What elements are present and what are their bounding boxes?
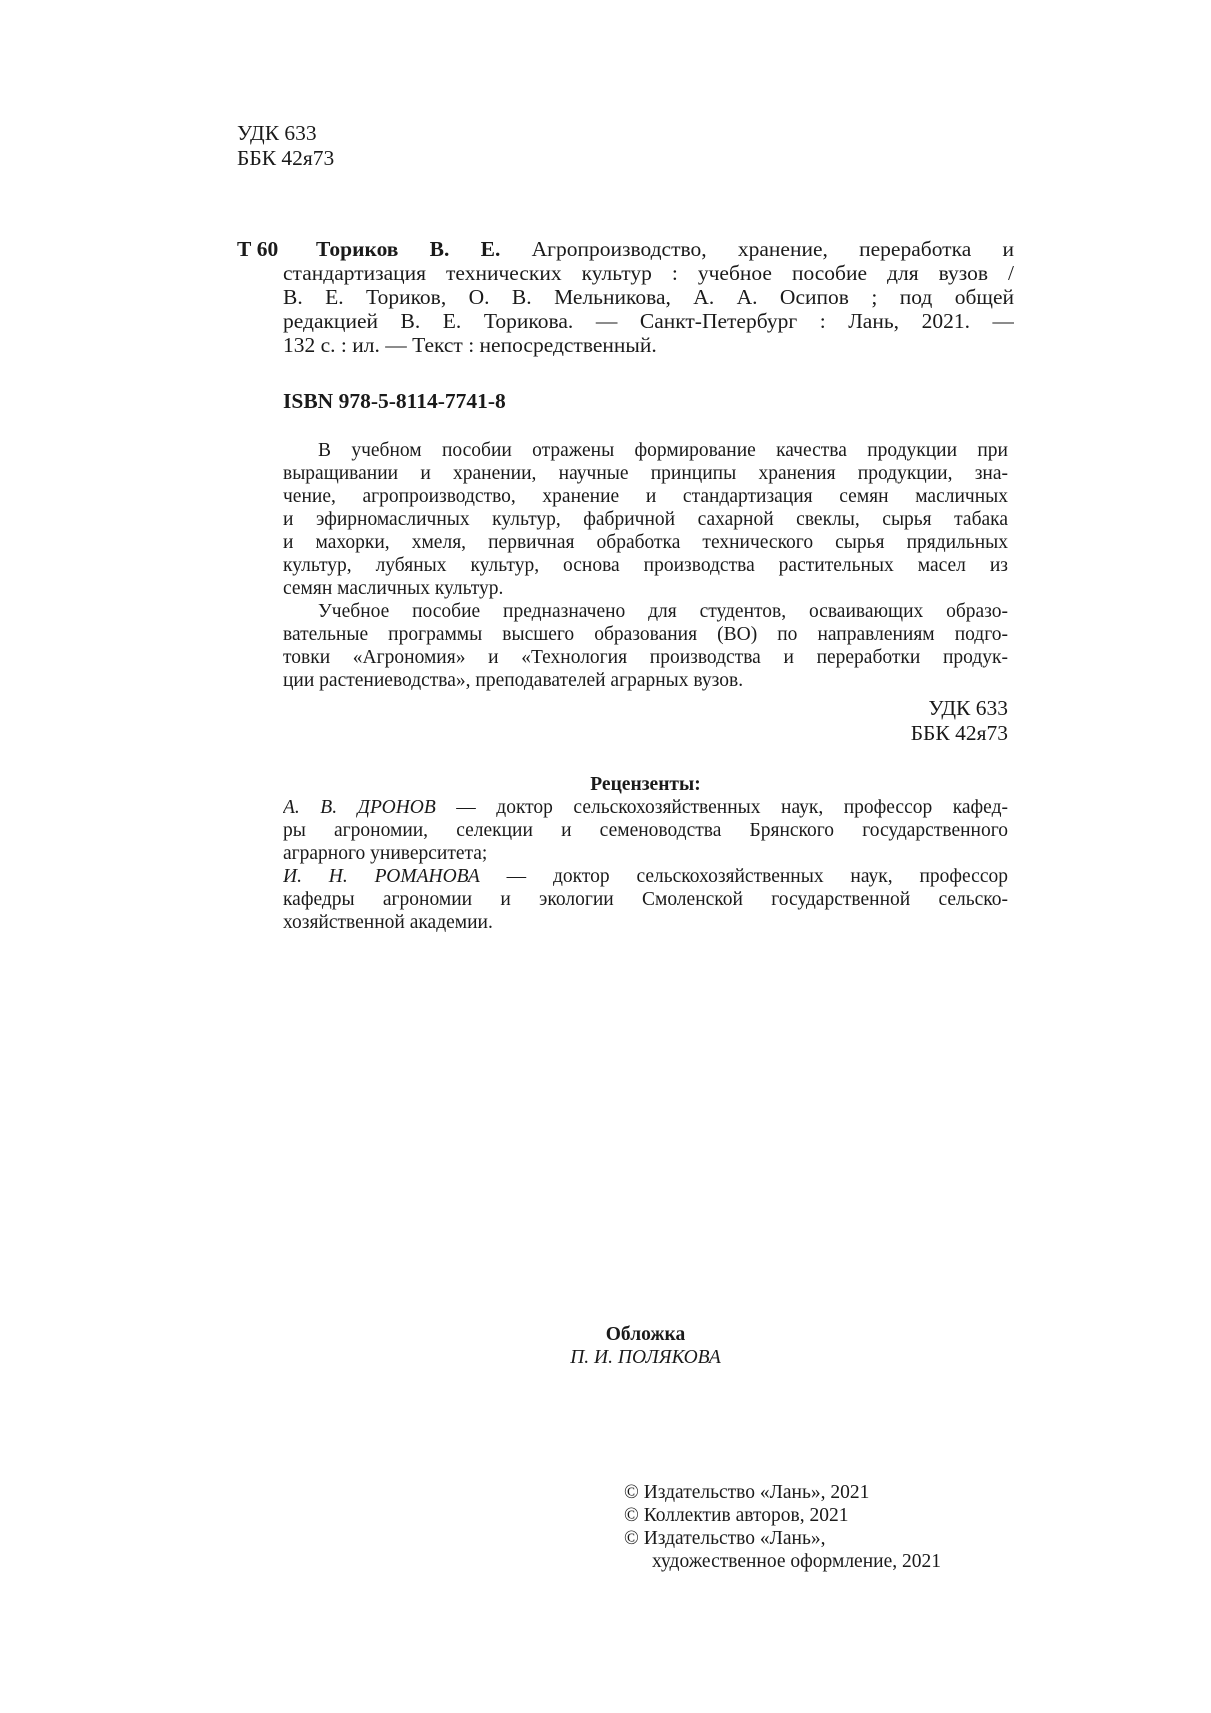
bbk-bottom: ББК 42я73 <box>910 721 1008 745</box>
udk-bottom: УДК 633 <box>928 696 1008 720</box>
reviewer-2-desc-start: — доктор сельскохозяйственных наук, профессор <box>506 866 1008 887</box>
bbk-top: ББК 42я73 <box>237 146 335 170</box>
annotation-p1-line-5: и махорки, хмеля, первичная обработка технического сырья прядильных <box>283 532 1008 553</box>
udk-top: УДК 633 <box>237 121 317 145</box>
reviewer-2-line-1 <box>283 865 1008 888</box>
record-line-2: стандартизация технических культур : учебное пособие для вузов / <box>283 261 1014 285</box>
cover-heading: Обложка <box>605 1324 686 1345</box>
annotation-p1-line-3: чение, агропроизводство, хранение и стандартизация семян масличных <box>283 486 1008 507</box>
reviewer-1-line-1 <box>283 796 1008 819</box>
isbn: ISBN 978-5-8114-7741-8 <box>283 389 506 413</box>
annotation-p1-line-6: культур, лубяных культур, основа производства растительных масел из <box>283 555 1008 576</box>
reviewer-2-line-3: хозяйственной академии. <box>283 912 493 933</box>
reviewer-1-desc-start: — доктор сельскохозяйственных наук, профессор кафед- <box>456 797 1008 818</box>
copyright-line-4: художественное оформление, 2021 <box>652 1551 941 1572</box>
record-code: Т 60 <box>237 237 279 261</box>
copyright-line-2: © Коллектив авторов, 2021 <box>624 1505 849 1526</box>
annotation-p1-line-4: и эфирномасличных культур, фабричной сахарной свеклы, сырья табака <box>283 509 1008 530</box>
annotation-p2-line-4: ции растениеводства», преподавателей аграрных вузов. <box>283 670 744 691</box>
reviewer-1-line-3: аграрного университета; <box>283 843 488 864</box>
reviewer-2-line-2: кафедры агрономии и экологии Смоленской государственной сельско- <box>283 889 1008 910</box>
record-line-4: редакцией В. Е. Торикова. — Санкт-Петербург : Лань, 2021. — <box>283 309 1014 333</box>
annotation-p1-line-1: В учебном пособии отражены формирование качества продукции при <box>318 440 1008 461</box>
copyright-line-1: © Издательство «Лань», 2021 <box>624 1482 870 1503</box>
annotation-p2-line-2: вательные программы высшего образования (ВО) по направлениям подго- <box>283 624 1008 645</box>
record-line-5: 132 с. : ил. — Текст : непосредственный. <box>283 333 657 357</box>
record-line-3: В. Е. Ториков, О. В. Мельникова, А. А. Осипов ; под общей <box>283 285 1014 309</box>
reviewer-1-name: А. В. ДРОНОВ <box>283 797 436 818</box>
cover-designer: П. И. ПОЛЯКОВА <box>570 1347 721 1368</box>
reviewers-heading: Рецензенты: <box>590 774 701 795</box>
annotation-p2-line-3: товки «Агрономия» и «Технология производства и переработки продук- <box>283 647 1008 668</box>
reviewer-2-name: И. Н. РОМАНОВА <box>283 866 480 887</box>
record-author: Ториков В. Е. <box>316 237 501 261</box>
record-title-start: Агропроизводство, хранение, переработка и <box>531 237 1014 261</box>
annotation-p2-line-1: Учебное пособие предназначено для студентов, осваивающих образо- <box>318 601 1008 622</box>
copyright-line-3: © Издательство «Лань», <box>624 1528 826 1549</box>
annotation-p1-line-7: семян масличных культур. <box>283 578 504 599</box>
annotation-p1-line-2: выращивании и хранении, научные принципы хранения продукции, зна- <box>283 463 1008 484</box>
reviewer-1-line-2: ры агрономии, селекции и семеноводства Брянского государственного <box>283 820 1008 841</box>
record-line-1 <box>316 237 1014 261</box>
